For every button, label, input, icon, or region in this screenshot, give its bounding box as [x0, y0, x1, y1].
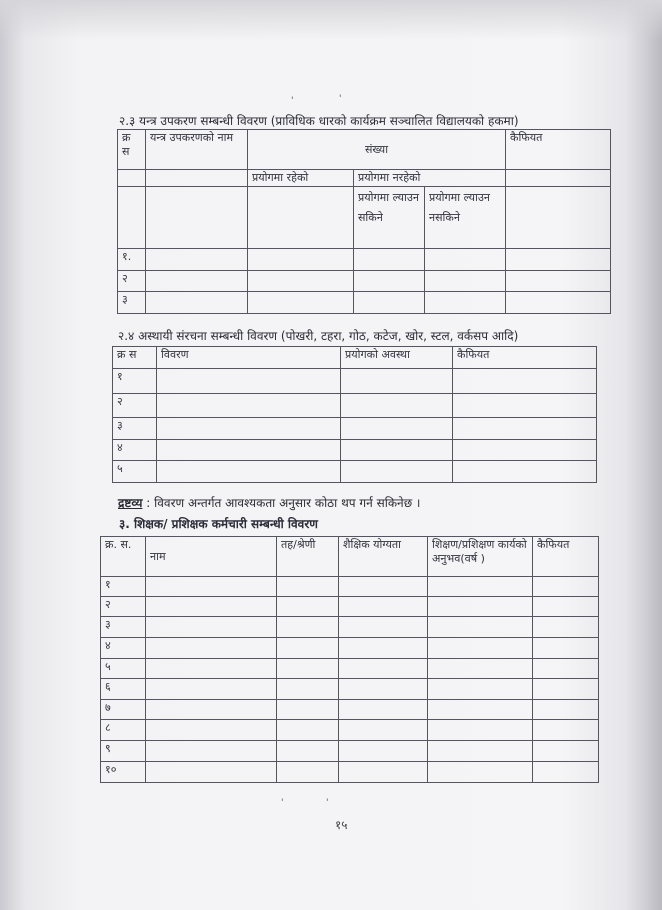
col-header-name: नाम: [146, 537, 277, 577]
col-header-sn: क्र स: [113, 347, 157, 369]
row-number: १०: [101, 762, 146, 783]
scan-mark: ': [339, 94, 342, 104]
row-number: ४: [101, 638, 146, 659]
cell: [118, 187, 146, 249]
row-number: १: [101, 577, 146, 597]
equipment-table: [117, 129, 611, 314]
row-number: ७: [101, 700, 146, 720]
row-number: ६: [101, 679, 146, 700]
row-number: १.: [118, 249, 146, 271]
col-header-description: विवरण: [157, 347, 341, 369]
row-number: २: [101, 597, 146, 617]
row-number: २: [113, 394, 157, 418]
scan-mark: ': [326, 798, 329, 808]
row-number: १: [113, 369, 157, 394]
cell: [248, 187, 354, 249]
scan-mark: ': [281, 798, 284, 808]
col-header-condition: प्रयोगको अवस्था: [341, 347, 453, 369]
col-header-remarks: कैफियत: [453, 347, 597, 369]
row-number: ३: [101, 617, 146, 638]
col-header-equipment-name: यन्त्र उपकरणको नाम: [146, 130, 248, 170]
note-text: : विवरण अन्तर्गत आवश्यकता अनुसार कोठा थप गर्न सकिनेछ ।: [146, 496, 421, 510]
col-header-remarks: कैफियत: [533, 537, 599, 577]
section-2-3-title: २.३ यन्त्र उपकरण सम्बन्धी विवरण (प्राविधिक धारको कार्यक्रम सञ्चालित विद्यालयको हकमा): [119, 114, 519, 128]
row-number: ३: [118, 292, 146, 314]
col-header-level: तह/श्रेणी: [277, 537, 339, 577]
staff-table: [100, 536, 599, 783]
sub-header-in-use: प्रयोगमा रहेको: [248, 170, 354, 187]
cell: [146, 170, 248, 187]
cell: [506, 187, 611, 249]
section-2-4-title: २.४ अस्थायी संरचना सम्बन्धी विवरण (पोखरी, टहरा, गोठ, कटेज, खोर, स्टल, वर्कसप आदि): [118, 329, 519, 343]
cell: [146, 187, 248, 249]
row-number: ८: [101, 720, 146, 741]
row-number: ९: [101, 741, 146, 762]
scan-mark: ': [291, 96, 294, 106]
page-number: १५: [335, 818, 348, 832]
cell: [118, 170, 146, 187]
section-3-title: ३. शिक्षक/ प्रशिक्षक कर्मचारी सम्बन्धी विवरण: [119, 517, 318, 531]
col-header-experience: शिक्षण/प्रशिक्षण कार्यको अनुभव(वर्ष ): [428, 537, 533, 577]
row-number: ५: [113, 461, 157, 483]
col-header-sn: क्र स: [118, 130, 146, 170]
cell: [506, 170, 611, 187]
row-number: ३: [113, 418, 157, 440]
row-number: ५: [101, 659, 146, 679]
sub-header-usable: प्रयोगमा ल्याउन सकिने: [354, 187, 425, 249]
sub-header-not-in-use: प्रयोगमा नरहेको: [354, 170, 506, 187]
row-number: २: [118, 271, 146, 292]
note: [118, 494, 420, 511]
row-number: ४: [113, 440, 157, 461]
col-header-qualification: शैक्षिक योग्यता: [339, 537, 428, 577]
temporary-structure-table: [112, 346, 597, 483]
col-header-count: संख्या: [248, 130, 506, 170]
col-header-sn: क्र. स.: [101, 537, 146, 577]
col-header-remarks: कैफियत: [506, 130, 611, 170]
page-shadow: [0, 0, 662, 40]
sub-header-unusable: प्रयोगमा ल्याउन नसकिने: [425, 187, 506, 249]
note-label: द्रष्टव्य: [118, 496, 143, 510]
